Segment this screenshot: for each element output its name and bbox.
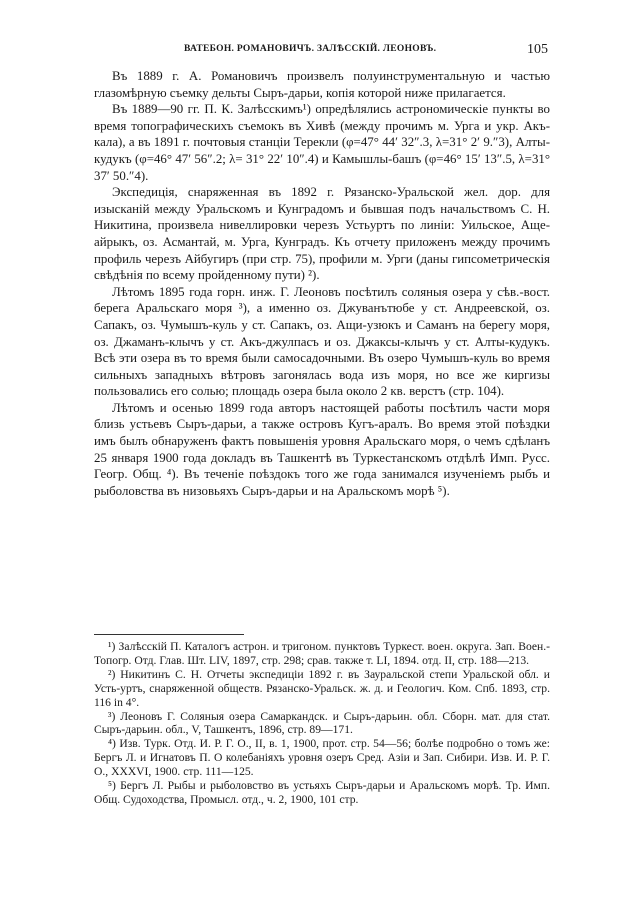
footnote-1: ¹) Залѣсскій П. Каталогъ астрон. и тригоном. пунктовъ Туркест. воен. округа. Зап. Воен.-Топогр. Отд. Глав. Шт. LIV, 1897, стр. 298; срав. также т. LI, 1894. отд. II, стр. 188—213. [94, 640, 550, 667]
footnote-4: ⁴) Изв. Турк. Отд. И. Р. Г. О., II, в. 1, 1900, прот. стр. 54—56; болѣе подробно о томъ же: Бергъ Л. и Игнатовъ П. О колебаніяхъ уровня озеръ Сред. Азіи и Зап. Сибири. Изв. И. Р. Г. О., XXXVI, 1900. стр. 111—125. [94, 737, 550, 779]
main-text [94, 68, 550, 499]
paragraph-leonov-salt-lakes: Лѣтомъ 1895 года горн. инж. Г. Леоновъ посѣтилъ соляныя озера у сѣв.-вост. берега Аральскаго моря ³), а именно оз. Джуванътюбе у ст. Андреевской, оз. Сапакъ, оз. Чумышъ-куль у ст. Сапакъ, оз. Ащи-узюкъ и Саманъ на берегу моря, оз. Джаманъ-клычъ у ст. Акъ-джулпасъ и оз. Джаксы-клычъ у ст. Алты-кудукъ. Всѣ эти озера въ то время были самосадочными. Въ озеро Чумышъ-куль во время сильныхъ западныхъ вѣтровъ загонялась вода изъ моря, но все же киргизы пользовались его солью; площадь озера была около 2 кв. верстъ (стр. 104). [94, 284, 550, 399]
footnote-5: ⁵) Бергъ Л. Рыбы и рыболовство въ устьяхъ Сыръ-дарьи и Аральскомъ морѣ. Тр. Имп. Общ. Судоходства, Промысл. отд., ч. 2, 1900, 101 стр. [94, 779, 550, 806]
paragraph-romanovich-survey: Въ 1889 г. А. Романовичъ произвелъ полуинструментальную и частью глазомѣрную съемку дельты Сыръ-дарьи, копія которой ниже прилагается. [94, 69, 550, 100]
paragraph-author-trip: Лѣтомъ и осенью 1899 года авторъ настоящей работы посѣтилъ части моря близь устьевъ Сыръ-дарьи, а также островъ Кугъ-аралъ. Во время этой поѣздки имъ былъ обнаруженъ фактъ повышенія уровня Аральскаго моря, о чемъ сдѣланъ 25 января 1900 года докладъ въ Ташкентѣ въ Туркестанскомъ отдѣлѣ Имп. Русс. Геогр. Общ. ⁴). Въ теченіе поѣздокъ того же года занимался изученіемъ рыбъ и рыболовства въ низовьяхъ Сыръ-дарьи и на Аральскомъ морѣ ⁵). [94, 400, 550, 498]
page-header [96, 42, 548, 58]
running-head: ВАТЕБОН. РОМАНОВИЧЪ. ЗАЛѢССКІЙ. ЛЕОНОВЪ. [184, 44, 437, 54]
footnote-3: ³) Леоновъ Г. Соляныя озера Самаркандск. и Сыръ-дарьин. обл. Сборн. мат. для стат. Сыръ-дарьин. обл., V, Ташкентъ, 1896, стр. 89—171. [94, 709, 550, 737]
paragraph-zalessky-astronomy: Въ 1889—90 гг. П. К. Залѣсскимъ¹) опредѣлялись астрономическіе пункты во время топографическихъ съемокъ въ Хивѣ (между прочимъ м. Урга и укр. Акъ-кала), а въ 1891 г. почтовыя станціи Терекли (φ=47° 44′ 32″.3, λ=31° 2′ 9.″3), Алты-кудукъ (φ=46° 47′ 56″.2; λ= 31° 22′ 10″.4) и Камышлы-башъ (φ=46° 15′ 13″.5, λ=31° 37′ 50.″4). [94, 102, 550, 183]
footnote-2: ²) Никитинъ С. Н. Отчеты экспедиціи 1892 г. въ Зауральской степи Уральской обл. и Усть-уртъ, снаряженной обществ. Рязанско-Уральск. ж. д. и Геологич. Ком. Спб. 1893, стр. 116 in 4°. [94, 667, 550, 709]
page-number: 105 [527, 42, 548, 57]
footnotes [94, 640, 550, 807]
footnote-divider [94, 634, 244, 635]
paragraph-nikitin-expedition: Экспедиція, снаряженная въ 1892 г. Рязанско-Уральской жел. дор. для изысканій между Уральскомъ и Кунградомъ и бывшая подъ начальствомъ С. Н. Никитина, произвела нивеллировки черезъ Устьуртъ по линіи: Уильское, Аще-айрыкъ, оз. Асмантай, м. Урга, Кунградъ. Къ отчету приложенъ между прочимъ профиль черезъ Айбугиръ (при стр. 75), профили м. Урги (даны гипсометрическія свѣдѣнія по всему пройденному пути) ²). [94, 185, 550, 283]
